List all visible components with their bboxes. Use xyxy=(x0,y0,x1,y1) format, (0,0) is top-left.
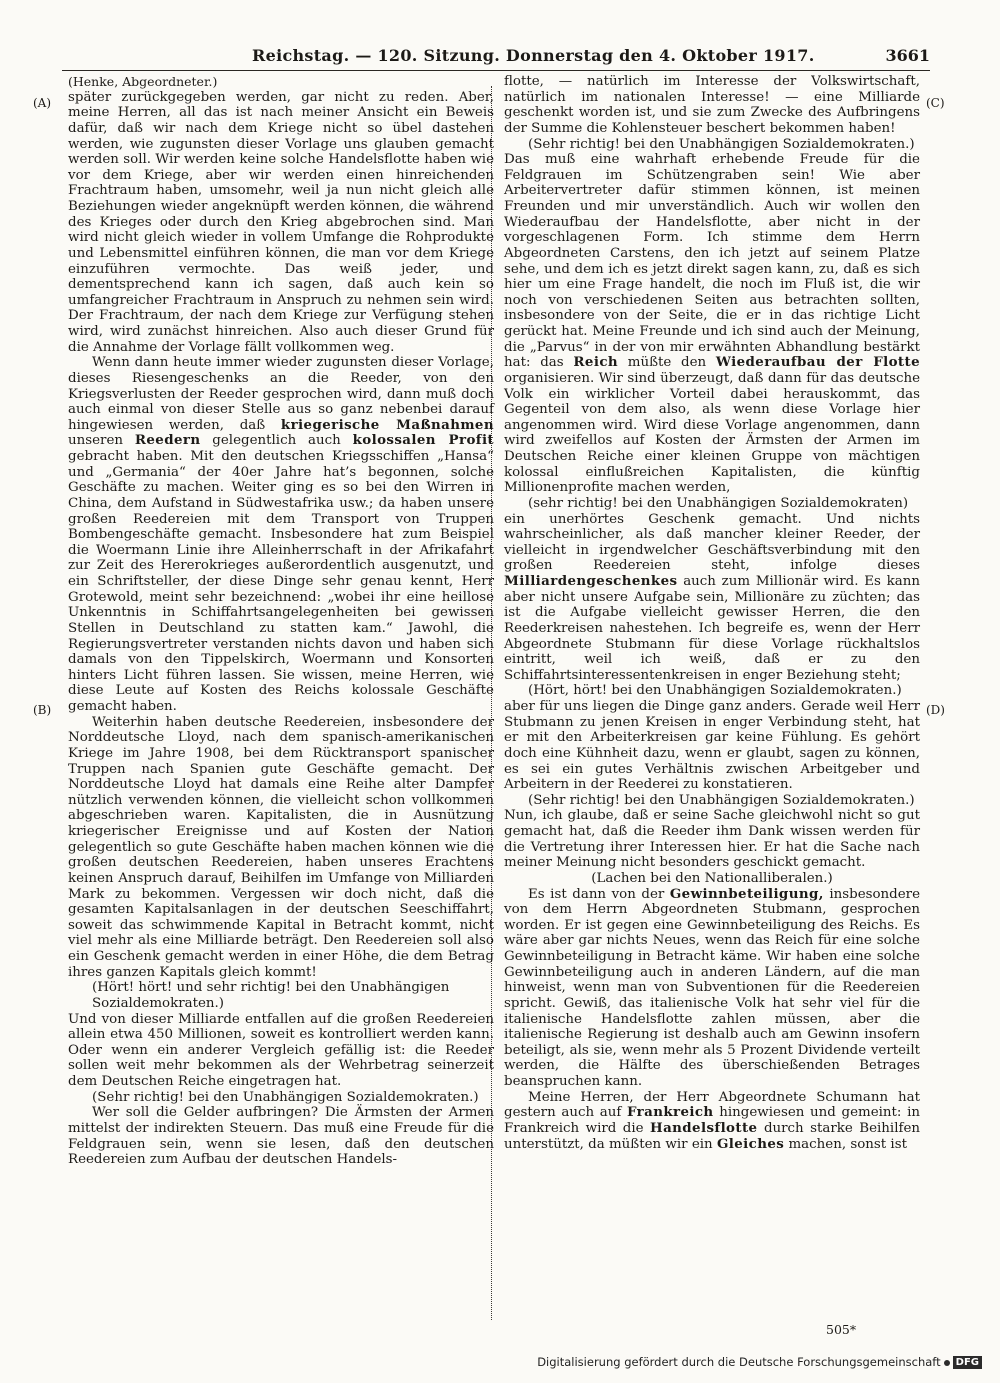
dfg-logo: DFG xyxy=(953,1356,982,1369)
paragraph xyxy=(504,512,920,684)
credit-text: Digitalisierung gefördert durch die Deutsche Forschungsgemeinschaft xyxy=(537,1355,941,1369)
paragraph xyxy=(504,152,920,496)
margin-marker-d: (D) xyxy=(926,703,945,717)
emphasis: Handelsflotte xyxy=(650,1119,758,1136)
emphasis: Wiederaufbau der Flotte xyxy=(715,354,921,371)
margin-marker-c: (C) xyxy=(926,96,945,110)
paragraph: Und von dieser Milliarde entfallen auf die großen Reedereien allein etwa 450 Millionen, soweit es kontrolliert werden kann. Oder wenn ein anderer Vergleich gefällig ist: die Reeder sollen weit mehr bekommen als der Wehrbetrag seinerzeit dem Deutschen Reiche eingetragen hat. xyxy=(68,1011,494,1089)
text: Wenn dann heute immer wieder zugunsten dieser Vorlage, dieses Riesengeschenks an die Reeder, von den Kriegsverlusten der Reeder gesprochen wird, dann muß doch auch einmal von dieser Stelle aus so ganz nebenbei darauf hingewiesen werden, daß xyxy=(68,355,494,433)
header-title: Reichstag. — 120. Sitzung. Donnerstag den 4. Oktober 1917. xyxy=(252,46,815,65)
emphasis: Milliardengeschenkes xyxy=(504,573,678,589)
text: müßte den xyxy=(627,355,707,371)
text: auch zum Millionär wird. Es kann aber nicht unsere Aufgabe sein, Millionäre zu züchten; das ist die Aufgabe vielleicht gewisser Herren, die den Reederkreisen nahestehen. Ich begreife es, wenn der Herr Abgeordnete Stubmann für diese Vorlage rückhaltslos eintritt, weil ich weiß, daß er zu den Schiffahrtsinteressentenkreisen in enger Beziehung steht; xyxy=(504,574,920,683)
text: insbesondere von dem Herrn Abgeordneten Stubmann, gesprochen worden. Er ist gegen eine Gewinnbeteiligung des Reichs. Es wäre aber gar nichts Neues, wenn das Reich für eine solche Gewinnbeteiligung in Betracht käme. Wir haben eine solche Gewinnbeteiligung auch in anderen Ländern, auf die man hinweist, wenn man von Subventionen für die Reedereien spricht. Gewiß, das italienische Volk hat sehr viel für die italienische Handelsflotte zahlen müssen, aber die italienische Regierung ist deshalb auch am Gewinn insofern beteiligt, als sie, wenn mehr als 5 Prozent Dividende verteilt werden, die Hälfte des überschießenden Betrages beanspruchen kann. xyxy=(504,886,920,1089)
speaker-label: (Henke, Abgeordneter.) xyxy=(68,74,218,89)
page-number: 3661 xyxy=(885,46,930,65)
text: gebracht haben. Mit den deutschen Kriegsschiffen „Hansa“ und „Germania“ der 40er Jahre hat’s begonnen, solche Geschäfte zu machen. Weiter ging es so bei den Wirren in China, dem Aufstand in Südwestafrika usw.; da haben unsere großen Reedereien mit dem Transport von Truppen Bombengeschäfte gemacht. Insbesondere hat zum Beispiel die Woermann Linie ihre Alleinherrschaft in der Afrikafahrt zur Zeit des Hererokrieges außerordentlich ausgenutzt, und ein Schriftsteller, der diese Dinge sehr genau kennt, Herr Grotewold, meint sehr bezeichnend: „wobei ihr eine heillose Unkenntnis in Schiffahrtsangelegenheiten bei gewissen Stellen in Deutschland zu statten kam.“ Jawohl, die Regierungsvertreter verstanden nichts davon und haben sich damals von den Tippelskirch, Woermann und Konsorten hinters Licht führen lassen. Sie wissen, meine Herren, wie diese Leute auf Kosten des Reichs kolossale Geschäfte gemacht haben. xyxy=(68,449,494,714)
emphasis: Frankreich xyxy=(627,1104,714,1121)
margin-marker-a: (A) xyxy=(33,96,52,110)
text: machen, sonst ist xyxy=(788,1136,907,1152)
text: hingewiesen und gemeint: in Frankreich wird die xyxy=(504,1105,920,1136)
emphasis: Reich xyxy=(573,354,619,371)
text: durch starke Beihilfen unterstützt, da müßten wir ein xyxy=(504,1120,921,1152)
paragraph: Weiterhin haben deutsche Reedereien, insbesondere der Norddeutsche Lloyd, nach dem spanisch-amerikanischen Kriege im Jahre 1908, bei dem Rücktransport spanischer Truppen nach Spanien gute Geschäfte gemacht. Der Norddeutsche Lloyd hat damals eine Reihe alter Dampfer nützlich verwenden können, die vielleicht schon vollkommen abgeschrieben waren. Kapitalisten, die in Ausnützung kriegerischer Ereignisse und auf Kosten der Nation gelegentlich so gute Geschäfte haben machen können wie die großen deutschen Reedereien, haben unseres Erachtens keinen Anspruch darauf, Beihilfen im Umfange von Milliarden Mark zu bekommen. Vergessen wir doch nicht, daß die gesamten Kapitalsanlagen in der deutschen Seeschiffahrt, soweit das schwimmende Kapital in Betracht kommt, nicht viel mehr als eine Milliarde beträgt. Den Reedereien soll also ein Geschenk gemacht werden in einer Höhe, die dem Betrag ihres ganzen Kapitals gleich kommt! xyxy=(68,714,494,980)
text: unseren xyxy=(68,433,123,449)
text: Das muß eine wahrhaft erhebende Freude für die Feldgrauen im Schützengraben sein! Wie aber Arbeitervertreter dafür stimmen können, ist meinen Freunden und mir unverständlich. Auch wir wollen den Wiederaufbau der Handelsflotte, aber nicht in der vorgeschlagenen Form. Ich stimme dem Herrn Abgeordneten Carstens, den ich jetzt auf seinem Platze sehe, und dem ich es jetzt direkt sagen kann, zu, daß es sich hier um eine Frage handelt, die noch im Fluß ist, die wir noch von verschiedenen Seiten aus betrachten sollten, insbesondere von der Seite, die er in das richtige Licht gerückt hat. Meine Freunde und ich sind auch der Meinung, die „Parvus“ in der von mir erwähnten Abhandlung bestärkt hat: das xyxy=(504,152,920,371)
text: Es ist dann von der xyxy=(528,886,665,902)
emphasis: Gewinnbeteiligung, xyxy=(669,885,824,902)
paragraph: Wer soll die Gelder aufbringen? Die Ärmsten der Armen mittelst der indirekten Steuern. Das muß eine Freude für die Feldgrauen sein, wenn sie lesen, daß den deutschen Reedereien zum Aufbau der deutschen Handels- xyxy=(68,1105,494,1168)
text: Meine Herren, der Herr Abgeordnete Schumann hat gestern auch auf xyxy=(504,1089,920,1121)
page-header xyxy=(62,42,930,71)
interjection: (Sehr richtig! bei den Unabhängigen Sozialdemokraten.) xyxy=(528,792,915,808)
signature-mark: 505* xyxy=(826,1322,857,1337)
emphasis: Reedern xyxy=(134,432,201,449)
paragraph: aber für uns liegen die Dinge ganz anders. Gerade weil Herr Stubmann zu jenen Kreisen in enger Verbindung steht, hat er mit den Arbeiterkreisen gar keine Fühlung. Es gehört doch eine Kühnheit dazu, wenn er glaubt, sagen zu können, es sei ein gutes Verhältnis zwischen Arbeitgeber und Arbeitern in der Reederei zu konstatieren. xyxy=(504,699,920,793)
text: ein unerhörtes Geschenk gemacht. Und nichts wahrscheinlicher, als daß mancher kleiner Reeder, der vielleicht in irgendwelcher Geschäftsverbindung mit den großen Reedereien steht, infolge dieses xyxy=(504,511,920,574)
interjection: (Hört! hört! und sehr richtig! bei den Unabhängigen Sozialdemokraten.) xyxy=(92,980,450,1011)
emphasis: kolossalen Profit xyxy=(352,432,495,449)
paragraph xyxy=(504,887,920,1090)
interjection: (Hört, hört! bei den Unabhängigen Sozialdemokraten.) xyxy=(528,683,902,699)
left-column xyxy=(68,74,494,1168)
interjection: (sehr richtig! bei den Unabhängigen Sozialdemokraten) xyxy=(528,495,909,511)
digitization-credit xyxy=(537,1355,982,1369)
text: organisieren. Wir sind überzeugt, daß dann für das deutsche Volk ein wirklicher Vorteil dabei herauskommt, das Gegenteil von dem also, als wenn diese Vorlage hier angenommen wird. Wird diese Vorlage angenommen, dann wird zweifellos auf Kosten der Ärmsten der Armen im Deutschen Reiche einer kleinen Gruppe von mächtigen kolossal einflußreichen Kapitalisten, die künftig Millionenprofite machen werden, xyxy=(504,370,920,496)
emphasis: kriegerische Maßnahmen xyxy=(280,416,494,433)
emphasis: Gleiches xyxy=(716,1135,785,1152)
interjection: (Sehr richtig! bei den Unabhängigen Sozialdemokraten.) xyxy=(528,136,915,152)
margin-marker-b: (B) xyxy=(33,703,52,717)
interjection: (Sehr richtig! bei den Unabhängigen Sozialdemokraten.) xyxy=(92,1089,479,1105)
paragraph: flotte, — natürlich im Interesse der Volkswirtschaft, natürlich im nationalen Interesse! — eine Milliarde geschenkt worden ist, und sie zum Zwecke des Aufbringens der Summe die Kohlensteuer beschert bekommen haben! xyxy=(504,74,920,136)
interjection: (Lachen bei den Nationalliberalen.) xyxy=(591,870,833,886)
paragraph: Nun, ich glaube, daß er seine Sache gleichwohl nicht so gut gemacht hat, daß die Reeder ihm Dank wissen werden für die Vertretung ihrer Interessen hier. Er hat die Sache nach meiner Meinung nicht besonders geschickt gemacht. xyxy=(504,808,920,871)
bullet-icon xyxy=(944,1360,950,1366)
right-column xyxy=(504,74,920,1152)
text: gelegentlich auch xyxy=(212,433,341,449)
paragraph: später zurückgegeben werden, gar nicht zu reden. Aber, meine Herren, all das ist nach meiner Ansicht ein Beweis dafür, daß wir nach dem Kriege nicht so übel dastehen werden, wie zugunsten dieser Vorlage uns glauben gemacht werden soll. Wir werden keine solche Handelsflotte haben wie vor dem Kriege, aber wir werden einen hinreichenden Frachtraum haben, umsomehr, weil ja nun nicht gleich alle Beziehungen wieder angeknüpft werden können, die während des Krieges oder durch den Krieg abgebrochen sind. Man wird nicht gleich wieder in vollem Umfange die Rohprodukte und Lebensmittel einführen können, die man vor dem Kriege einzuführen vermochte. Das weiß jeder, und dementsprechend kann ich sagen, daß auch kein so umfangreicher Frachtraum in Anspruch zu nehmen sein wird. Der Frachtraum, der nach dem Kriege zur Verfügung stehen wird, wird zunächst hinreichen. Also auch dieser Grund für die Annahme der Vorlage fällt vollkommen weg. xyxy=(68,89,494,355)
paragraph xyxy=(504,1090,920,1153)
paragraph xyxy=(68,355,494,714)
